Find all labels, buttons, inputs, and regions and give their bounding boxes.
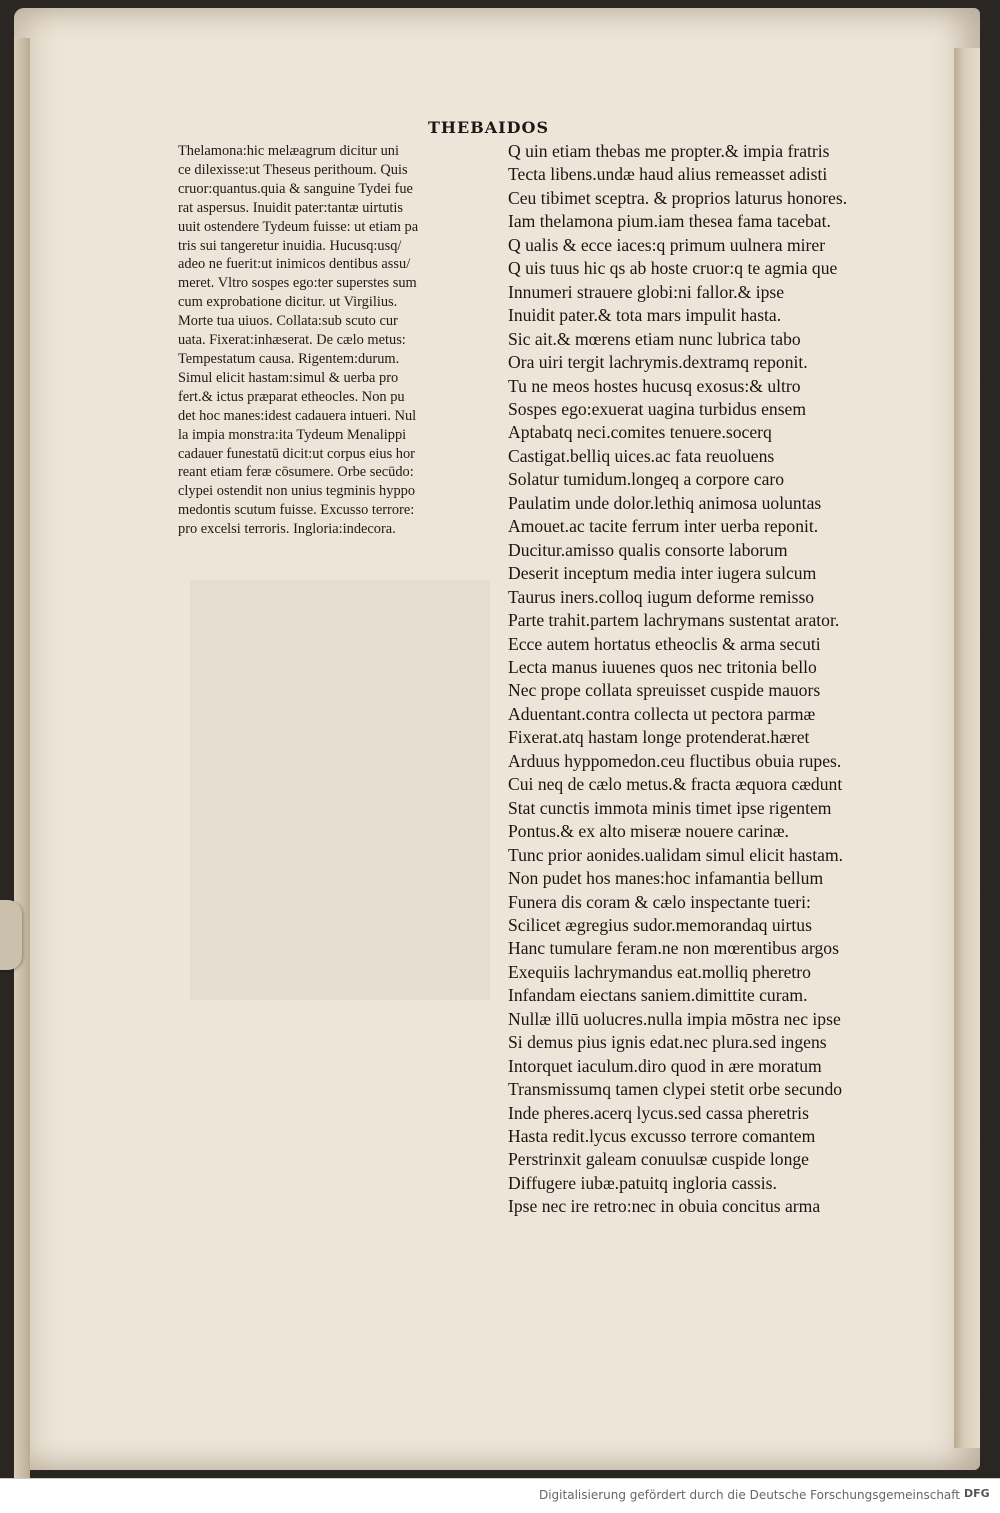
verse-line: Perstrinxit galeam conuulsæ cuspide longe [508,1149,809,1170]
commentary-line: fert.& ictus præparat etheocles. Non pu [178,388,405,405]
commentary-line: adeo ne fuerit:ut inimicos dentibus assu/ [178,256,411,273]
verse-line: Innumeri strauere globi:ni fallor.& ipse [508,281,785,302]
commentary-line: cruor:quantus.quia & sanguine Tydei fue [178,180,413,197]
verse-line: Si demus pius ignis edat.nec plura.sed ingens [508,1032,827,1053]
verse-line: Q uis tuus hic qs ab hoste cruor:q te agmia que [508,258,838,279]
page-edge-right [954,48,980,1448]
verse-line: Parte trahit.partem lachrymans sustentat arator. [508,610,840,631]
verse-line: Tecta libens.undæ haud alius remeasset adisti [508,164,828,185]
verse-line: Nec prope collata spreuisset cuspide mauors [508,680,821,701]
commentary-line: pro excelsi terroris. Ingloria:indecora. [178,521,396,538]
verse-line: Ipse nec ire retro:nec in obuia concitus arma [508,1196,821,1217]
verse-line: Lecta manus iuuenes quos nec tritonia bello [508,656,817,677]
verse-line: Aduentant.contra collecta ut pectora parmæ [508,703,816,724]
commentary-line: reant etiam feræ cōsumere. Orbe secūdo: [178,464,414,481]
commentary-line: Morte tua uiuos. Collata:sub scuto cur [178,313,398,330]
verse-line: Hasta redit.lycus excusso terrore comantem [508,1126,816,1147]
verse-line: Stat cunctis immota minis timet ipse rigentem [508,797,832,818]
verse-line: Nullæ illū uolucres.nulla impia mōstra nec ipse [508,1008,841,1029]
footer-bar [0,1478,1000,1513]
bleed-through [190,580,490,1000]
commentary-line: tris sui tangeretur inuidia. Hucusq:usq/ [178,237,402,254]
verse-line: Arduus hyppomedon.ceu fluctibus obuia rupes. [508,750,842,771]
running-head: THEBAIDOS [428,118,550,137]
commentary-line: meret. Vltro sospes ego:ter superstes sum [178,275,417,292]
verse-line: Tunc prior aonides.ualidam simul elicit hastam. [508,844,844,865]
commentary-line: rat aspersus. Inuidit pater:tantæ uirtutis [178,199,404,216]
verse-line: Pontus.& ex alto miseræ nouere carinæ. [508,821,789,842]
commentary-line: det hoc manes:idest cadauera intueri. Nul [178,407,417,424]
page-edge-left [14,38,30,1478]
verse-line: Hanc tumulare feram.ne non mœrentibus argos [508,938,839,959]
commentary-column [178,142,490,539]
commentary-line: uuit ostendere Tydeum fuisse: ut etiam pa [178,218,419,235]
verse-line: Ecce autem hortatus etheoclis & arma secuti [508,633,821,654]
dfg-logo: DFG [964,1487,990,1500]
verse-line: Transmissumq tamen clypei stetit orbe secundo [508,1079,843,1100]
verse-line: Amouet.ac tacite ferrum inter uerba reponit. [508,516,819,537]
verse-line: Infandam eiectans saniem.dimittite curam. [508,985,808,1006]
verse-line: Q uin etiam thebas me propter.& impia fratris [508,141,830,161]
verse-line: Diffugere iubæ.patuitq ingloria cassis. [508,1172,777,1193]
commentary-line: Thelamona:hic melæagrum dicitur uni [178,143,399,159]
verse-line: Iam thelamona pium.iam thesea fama tacebat. [508,211,831,232]
verse-column [508,140,948,1219]
verse-line: Taurus iners.colloq iugum deforme remisso [508,586,815,607]
verse-line: Ducitur.amisso qualis consorte laborum [508,539,788,560]
verse-line: Scilicet ægregius sudor.memorandaq uirtus [508,914,812,935]
commentary-line: cadauer funestatū dicit:ut corpus eius hor [178,445,415,462]
verse-line: Exequiis lachrymandus eat.molliq pheretro [508,961,811,982]
verse-line: Ceu tibimet sceptra. & proprios laturus honores. [508,187,848,208]
page-clip [0,900,22,970]
commentary-line: clypei ostendit non unius tegminis hyppo [178,483,416,500]
verse-line: Non pudet hos manes:hoc infamantia bellum [508,868,824,889]
verse-line: Sic ait.& mœrens etiam nunc lubrica tabo [508,328,801,349]
verse-line: Funera dis coram & cælo inspectante tueri: [508,891,811,912]
verse-line: Aptabatq neci.comites tenuere.socerq [508,422,772,443]
verse-line: Tu ne meos hostes hucusq exosus:& ultro [508,375,801,396]
commentary-line: Simul elicit hastam:simul & uerba pro [178,369,399,386]
verse-line: Paulatim unde dolor.lethiq animosa uoluntas [508,492,822,513]
verse-line: Sospes ego:exuerat uagina turbidus ensem [508,398,807,419]
verse-line: Solatur tumidum.longeq a corpore caro [508,469,785,490]
verse-line: Fixerat.atq hastam longe protenderat.hæret [508,727,810,748]
verse-line: Q ualis & ecce iaces:q primum uulnera mirer [508,234,826,255]
verse-line: Cui neq de cælo metus.& fracta æquora cædunt [508,774,843,795]
commentary-line: ce dilexisse:ut Theseus perithoum. Quis [178,161,408,178]
verse-line: Inuidit pater.& tota mars impulit hasta. [508,305,782,326]
commentary-line: cum exprobatione dicitur. ut Virgilius. [178,294,398,311]
verse-line: Intorquet iaculum.diro quod in ære moratum [508,1055,822,1076]
footer-credit: Digitalisierung gefördert durch die Deutsche Forschungsgemeinschaft [538,1488,960,1502]
commentary-line: medontis scutum fuisse. Excusso terrore: [178,502,415,519]
verse-line: Castigat.belliq uices.ac fata reuoluens [508,445,775,466]
commentary-line: Tempestatum causa. Rigentem:durum. [178,350,400,367]
commentary-line: uata. Fixerat:inhæserat. De cælo metus: [178,332,406,349]
verse-line: Inde pheres.acerq lycus.sed cassa pheretris [508,1102,809,1123]
verse-line: Ora uiri tergit lachrymis.dextramq reponit. [508,352,808,373]
commentary-line: la impia monstra:ita Tydeum Menalippi [178,426,407,443]
verse-line: Deserit inceptum media inter iugera sulcum [508,563,817,584]
